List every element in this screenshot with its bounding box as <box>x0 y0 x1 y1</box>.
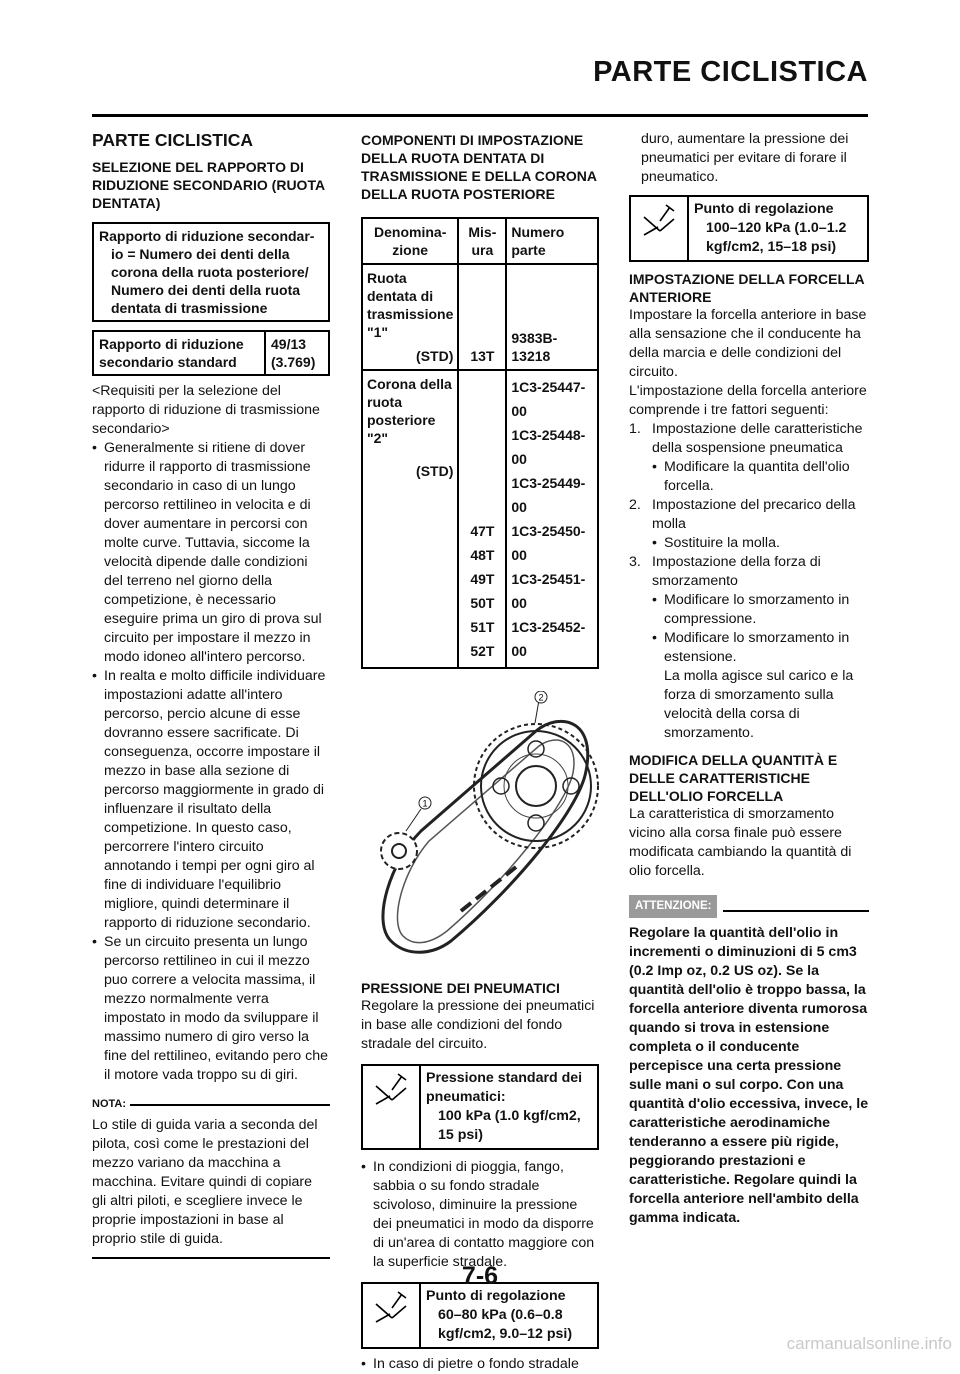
size-cell: 49T <box>470 571 495 587</box>
size-cell: 47T <box>470 523 495 539</box>
list-item <box>629 553 869 743</box>
list-item: • Modificare lo smorzamento in estensione. <box>652 629 869 667</box>
step-text: Impostazione del precarico della molla <box>652 497 856 532</box>
attention-rule <box>723 910 869 912</box>
list-item: • In realta e molto difficile individuare impostazioni adatte all'intero percorso, percio alcune di esse dovranno essere sacrificate. Di conseguenza, occorre impostare il mezzo in base alla sezione di percorso maggiormente in grado di influenzare il risultato della competizione. In questo caso, percorrere l'intero circuito annotando i tempi per ogni giro al fine di individuare l'equilibrio migliore, quindi determinare il rapporto di riduzione secondario. <box>92 667 330 933</box>
fork-paragraph-1: Impostare la forcella anteriore in base alla sensazione che il conducente ha della marcia e delle condizioni del circuito. <box>629 307 867 380</box>
list-item: • In caso di pietre o fondo stradale <box>361 1355 599 1374</box>
step-text: Impostazione delle caratteristiche della sospensione pneumatica <box>652 421 863 456</box>
pressure-title: PRESSIONE DEI PNEUMATICI <box>361 980 560 996</box>
part-cell: 9383B-13218 <box>506 264 598 370</box>
section-title: PARTE CICLISTICA <box>92 130 254 150</box>
header-rule <box>92 114 868 117</box>
wrench-icon <box>363 1284 421 1347</box>
table-row <box>362 370 598 668</box>
size-cell: 51T <box>470 619 495 635</box>
adjust-box-1 <box>361 1282 599 1349</box>
table-header: Mis-ura <box>458 218 506 264</box>
part-cell: 1C3-25447-00 <box>511 379 586 419</box>
group2-name: Corona della ruota posteriore "2" <box>367 376 452 446</box>
ratio-box-body: io = Numero dei denti della corona della ruota posteriore/ Numero dei denti della ruota dentata di trasmissione <box>111 246 309 316</box>
watermark: carmanualsonline.info <box>786 1334 952 1353</box>
requisiti-text: <Requisiti per la selezione del rapporto di riduzione di trasmissione secondario> <box>92 383 320 437</box>
size-cell: 48T <box>470 547 495 563</box>
group1-name: Ruota dentata di trasmissione "1" <box>367 270 454 340</box>
oil-title: MODIFICA DELLA QUANTITÀ E DELLE CARATTERISTICHE DELL'OLIO FORCELLA <box>629 752 838 804</box>
std-pressure-label: Pressione standard dei pneumatici: <box>426 1070 583 1105</box>
callout-2 <box>535 691 547 723</box>
note-rule <box>130 1104 330 1106</box>
front-sprocket <box>381 833 417 869</box>
std-ratio-value-1: 49/13 <box>271 336 307 352</box>
attention-header <box>629 895 869 918</box>
callout-1-label: 1 <box>422 798 428 809</box>
wrench-icon <box>363 1066 421 1148</box>
size-cell: 13T <box>458 264 506 370</box>
column-2 <box>361 124 599 1374</box>
page-number: 7-6 <box>461 1262 499 1290</box>
list-item: • Modificare la quantita dell'olio forcella. <box>652 458 869 496</box>
subtitle: SELEZIONE DEL RAPPORTO DI RIDUZIONE SECONDARIO (RUOTA DENTATA) <box>92 159 325 211</box>
column-1 <box>92 124 330 1259</box>
step-number: 2. <box>629 497 641 513</box>
step-text: Impostazione della forza di smorzamento <box>652 554 821 589</box>
callout-2-label: 2 <box>538 692 544 703</box>
fork-paragraph-2: L'impostazione della forcella anteriore comprende i tre fattori seguenti: <box>629 383 867 418</box>
step-number: 1. <box>629 421 641 437</box>
column-3 <box>629 124 869 1228</box>
list-item: • Modificare lo smorzamento in compressione. <box>652 591 869 629</box>
ratio-formula-box <box>92 222 330 322</box>
rear-sprocket <box>474 724 598 848</box>
part-cell: 1C3-25449-00 <box>511 475 586 515</box>
wrench-icon <box>631 197 689 260</box>
sprocket-chain-illustration <box>361 691 599 959</box>
sprocket-table <box>361 217 599 669</box>
size-cell: 52T <box>470 643 495 659</box>
note-header <box>92 1095 330 1114</box>
part-cell: 1C3-25448-00 <box>511 427 586 467</box>
table-row <box>362 264 598 370</box>
note-text: Lo stile di guida varia a seconda del pilota, così come le prestazioni del mezzo variano da macchina a macchina. Evitare quindi di copiare gli altri piloti, e scegliere invece le proprie impostazioni in base al proprio stile di guida. <box>92 1117 318 1247</box>
spring-note: La molla agisce sul carico e la forza di smorzamento sulla velocità della corsa di smorzamento. <box>664 668 854 741</box>
std-ratio-row <box>92 330 330 376</box>
list-item: • Se un circuito presenta un lungo percorso rettilineo in cui il mezzo puo correre a velocita massima, il mezzo normalmente verra impostato in modo da sviluppare il massimo numero di giro verso la fine del rettilineo, evitando pero che il motore vada troppo su di giri. <box>92 933 330 1085</box>
step-number: 3. <box>629 554 641 570</box>
std-pressure-value: 100 kPa (1.0 kgf/cm2, 15 psi) <box>438 1108 581 1143</box>
adjust-label: Punto di regolazione <box>694 201 834 217</box>
std-ratio-value <box>266 332 328 374</box>
adjust-label: Punto di regolazione <box>426 1288 566 1304</box>
page-header-title: PARTE CICLISTICA <box>593 56 868 88</box>
part-cell: 1C3-25451-00 <box>511 571 586 611</box>
size-cell: 50T <box>470 595 495 611</box>
fork-title: IMPOSTAZIONE DELLA FORCELLA ANTERIORE <box>629 271 865 305</box>
note-label: NOTA: <box>92 1098 127 1110</box>
std-marker: (STD) <box>416 463 454 479</box>
list-item <box>629 496 869 553</box>
adjust-box-2 <box>629 195 869 262</box>
adjust-value: 100–120 kPa (1.0–1.2 kgf/cm2, 15–18 psi) <box>706 220 847 255</box>
list-item: • Generalmente si ritiene di dover ridurre il rapporto di trasmissione secondario in caso di un lungo percorso rettilineo in velocita e di dover aumentare in percorsi con molte curve. Tuttavia, siccome la velocità dipende dalle condizioni del terreno nel giorno della competizione, è necessario eseguire prima un giro di prova sul circuito per impostare il mezzo in modo idoneo all'intero percorso. <box>92 439 330 667</box>
list-item <box>629 420 869 496</box>
std-marker: (STD) <box>416 348 454 364</box>
list-item: • Sostituire la molla. <box>652 534 869 553</box>
stone-continuation: duro, aumentare la pressione dei pneumatici per evitare di forare il pneumatico. <box>641 131 849 185</box>
std-pressure-box <box>361 1064 599 1150</box>
attention-label: ATTENZIONE: <box>629 895 717 918</box>
sprocket-title: COMPONENTI DI IMPOSTAZIONE DELLA RUOTA DENTATA DI TRASMISSIONE E DELLA CORONA DELLA RUOTA POSTERIORE <box>361 132 597 202</box>
part-cell: 1C3-25452-00 <box>511 619 586 659</box>
std-ratio-value-2: (3.769) <box>271 354 316 370</box>
adjust-value: 60–80 kPa (0.6–0.8 kgf/cm2, 9.0–12 psi) <box>438 1307 573 1342</box>
ratio-box-head: Rapporto di riduzione secondar- <box>99 228 315 244</box>
fork-steps <box>629 420 869 743</box>
requisiti-list <box>92 439 330 1085</box>
note-end-rule <box>92 1257 330 1259</box>
pressure-text: Regolare la pressione dei pneumatici in base alle condizioni del fondo stradale del circuito. <box>361 998 595 1052</box>
table-header-row <box>362 218 598 264</box>
oil-text: La caratteristica di smorzamento vicino alla corsa finale può essere modificata cambiando la quantità di olio forcella. <box>629 806 852 879</box>
std-ratio-label: Rapporto di riduzione secondario standard <box>94 332 266 374</box>
attention-text: Regolare la quantità dell'olio in incrementi o diminuzioni di 5 cm3 (0.2 Imp oz, 0.2 US oz). Se la quantità dell'olio è troppo bassa, la forcella anteriore diventa rumorosa quando si trova in estensione completa o il conducente percepisce una certa pressione sulle mani o sul corpo. Con una quantità d'olio eccessiva, invece, le caratteristiche aerodinamiche tenderanno a essere più rigide, peggiorando prestazioni e caratteristiche. Regolare quindi la forcella anteriore nell'ambito della gamma indicata. <box>629 925 869 1226</box>
table-header: Numero parte <box>506 218 598 264</box>
list-item: • In condizioni di pioggia, fango, sabbia o su fondo stradale scivoloso, diminuire la pressione dei pneumatici in modo da disporre di un'area di contatto maggiore con la superficie stradale. <box>361 1158 599 1272</box>
part-cell: 1C3-25450-00 <box>511 523 586 563</box>
table-header: Denomina-zione <box>362 218 458 264</box>
wet-list <box>361 1158 599 1272</box>
